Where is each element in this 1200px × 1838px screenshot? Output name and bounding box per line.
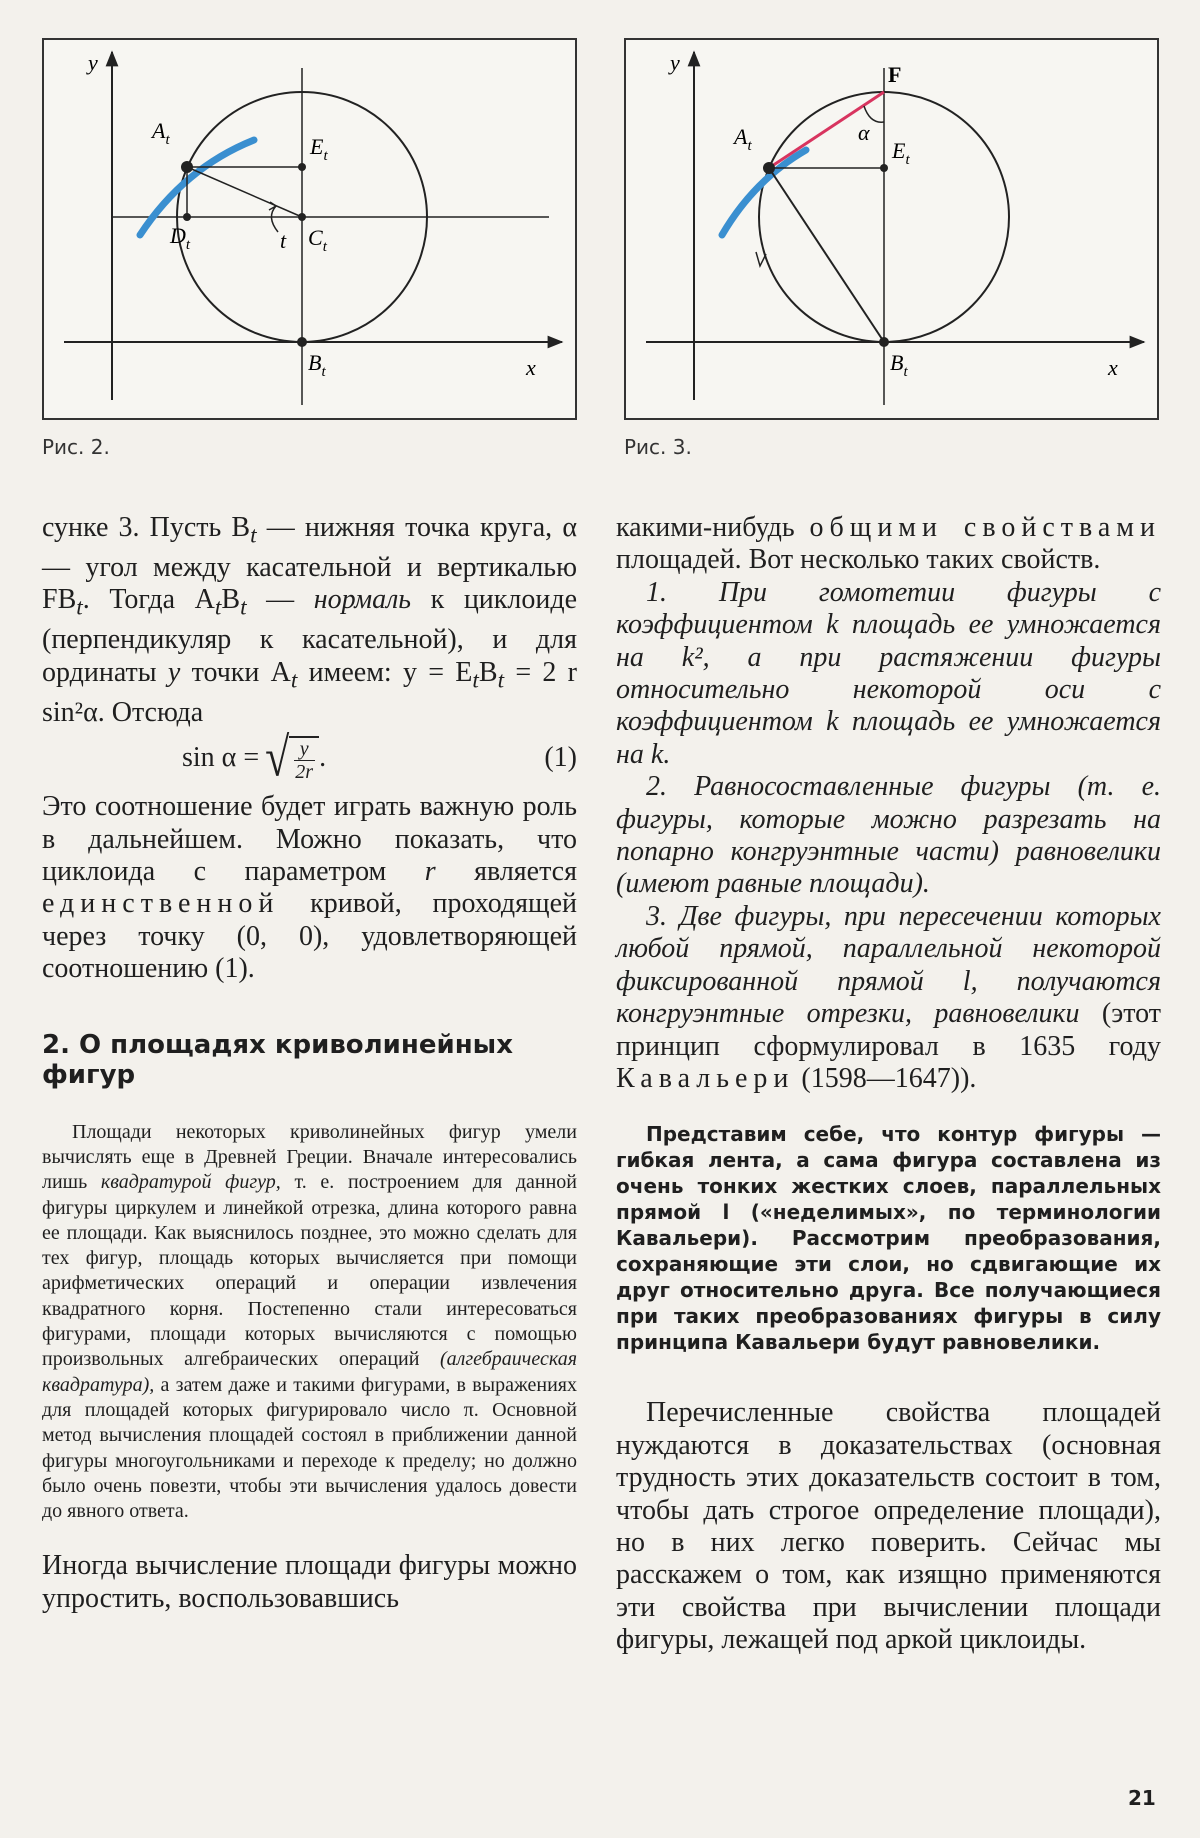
property-2: 2. Равносоставленные фигуры (т. е. фигуры, которые можно разрезать на попарно конгруэнтные части) равновелики (имеют равные площади). — [616, 771, 1161, 900]
angle-arc — [271, 206, 278, 232]
label-B: $B_t$ — [308, 350, 326, 380]
label-E: $E_t$ — [892, 138, 910, 168]
point-B — [297, 337, 307, 347]
label-y: y — [670, 50, 680, 75]
formula-1 — [42, 726, 577, 789]
right-column — [616, 512, 1161, 1657]
point-B — [879, 337, 889, 347]
paragraph-uniqueness: Это соотношение будет играть важную роль в дальнейшем. Можно показать, что циклоида с параметром r является единственной кривой, проходящей через точку (0, 0), удовлетворяющей соотношению (1). — [42, 791, 577, 985]
cycloid-arc — [722, 150, 806, 235]
sqrt-expression — [265, 726, 319, 789]
property-1: 1. При гомотетии фигуры с коэффициентом k площадь ее умножается на k², а при растяжении фигуры относительно некоторой оси с коэффициентом k площадь ее умножается на k. — [616, 576, 1161, 770]
label-angle-t: t — [280, 228, 287, 253]
fraction-numerator: y — [294, 738, 315, 761]
label-x: x — [1108, 355, 1118, 380]
left-column — [42, 512, 577, 1615]
point-E — [880, 164, 888, 172]
paragraph-cavalieri-note: Представим себе, что контур фигуры — гибкая лента, а сама фигура составлена из очень тонких жестких слоев, параллельных прямой l («неделимых», по терминологии Кавальери). Рассмотрим преобразования, сохраняющие эти слои, но сдвигающие их друг относительно друга. Все получающиеся при таких преобразованиях фигуры в силу принципа Кавальери будут равновелики. — [616, 1122, 1161, 1355]
label-B: $B_t$ — [890, 350, 908, 380]
point-A — [181, 161, 193, 173]
figure-2 — [42, 38, 577, 420]
figure-3 — [624, 38, 1159, 420]
formula-number: (1) — [544, 742, 577, 774]
formula-dot: . — [319, 742, 327, 774]
property-3: 3. Две фигуры, при пересечении которых любой прямой, параллельной некоторой фиксированной прямой l, получаются конгруэнтные отрезки, равновелики (этот принцип сформулировал в 1635 году Кавальери (1598—1647)). — [616, 900, 1162, 1094]
paragraph-properties-intro: какими-нибудь общими свойствами площадей. Вот несколько таких свойств. — [616, 512, 1161, 576]
cycloid-arc — [140, 140, 254, 235]
point-E — [298, 163, 306, 171]
label-angle-alpha: α — [858, 120, 870, 145]
paragraph-conclusion: Перечисленные свойства площадей нуждаются в доказательствах (основная трудность этих доказательств состоит в том, чтобы дать строгое определение площади), но в них легко поверить. Сейчас мы расскажем о том, как изящно применяются эти свойства при вычислении площади фигуры, лежащей под аркой циклоиды. — [616, 1397, 1161, 1656]
label-x: x — [526, 355, 536, 380]
section-heading: 2. О площадях криволинейных фигур — [42, 1029, 513, 1090]
paragraph-simplify: Иногда вычисление площади фигуры можно упростить, воспользовавшись — [42, 1550, 577, 1614]
label-y: y — [88, 50, 98, 75]
fraction — [289, 736, 319, 783]
fraction-denominator: 2r — [295, 760, 314, 783]
label-A: $A_t$ — [734, 124, 752, 154]
label-C: $C_t$ — [308, 225, 327, 255]
page-number: 21 — [1128, 1786, 1156, 1810]
point-A — [763, 162, 775, 174]
figure-2-caption: Рис. 2. — [42, 435, 110, 459]
normal-A-B — [769, 168, 884, 342]
segment-A-C — [187, 167, 302, 217]
label-F: F — [888, 62, 902, 87]
figure-2-diagram — [44, 40, 575, 418]
figure-3-caption: Рис. 3. — [624, 435, 692, 459]
formula-lhs: sin α = — [182, 742, 260, 774]
point-D — [183, 213, 191, 221]
paragraph-history: Площади некоторых криволинейных фигур умели вычислять еще в Древней Греции. Вначале интересовались лишь квадратурой фигур, т. е. построением для данной фигуры циркулем и линейкой отрезка, длина которого равна ее площади. Как выяснилось позднее, это можно сделать для тех фигур, площадь которых вычисляется при помощи арифметических операций и операции извлечения квадратного корня. Постепенно стали интересоваться фигурами, площади которых вычисляются с помощью произвольных алгебраических операций (алгебраическая квадратура), а затем даже и такими фигурами, в выражениях для площадей которых фигурировало число π. Основной метод вычисления площадей состоял в приближении данной фигуры многоугольниками и переходе к пределу; но должно было очень повезти, чтобы эти вычисления удалось довести до явного ответа. — [42, 1120, 577, 1523]
label-E: $E_t$ — [310, 134, 328, 164]
label-A: $A_t$ — [152, 118, 170, 148]
paragraph-normal: сунке 3. Пусть $B_t$ — нижняя точка круга, α — угол между касательной и вертикалью $FB_t$. Тогда $A_tB_t$ — нормаль к циклоиде (перпендикуляр к касательной), и для ординаты y точки $A_t$ имеем: $y = E_tB_t = 2$ r sin²α. Отсюда — [42, 512, 578, 728]
label-D: $D_t$ — [170, 223, 191, 253]
point-C — [298, 213, 306, 221]
sqrt-sign: √ — [265, 726, 290, 789]
figure-3-diagram — [626, 40, 1157, 418]
